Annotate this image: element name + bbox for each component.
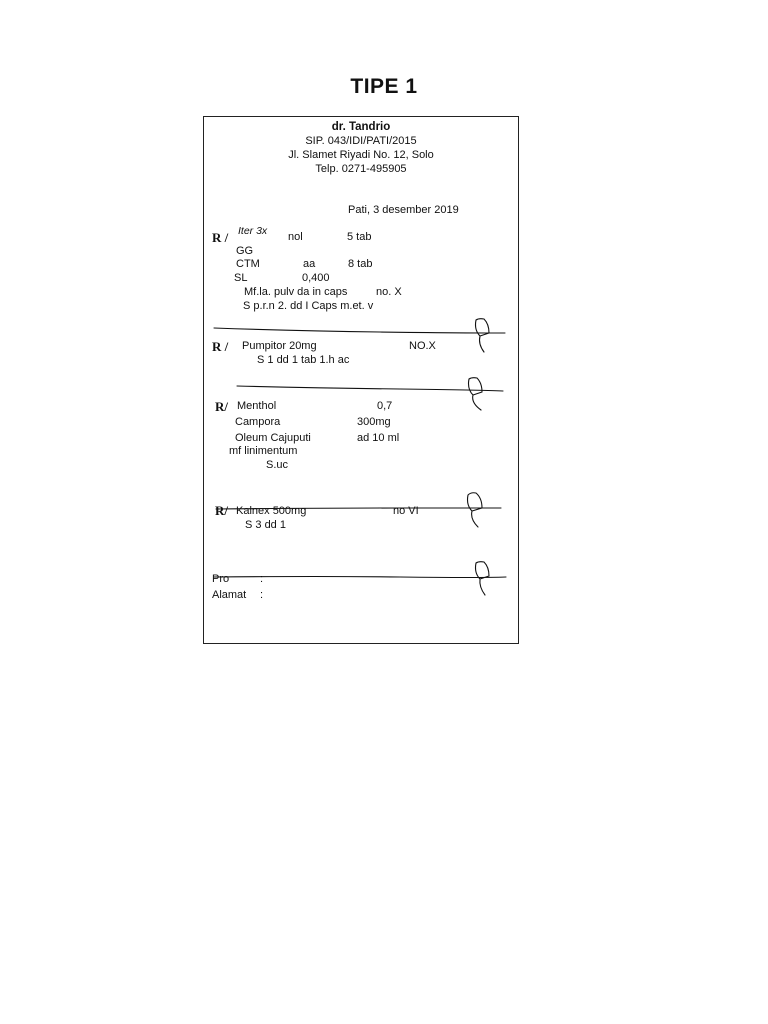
rx1-line5-instr: Mf.la. pulv da in caps bbox=[244, 286, 348, 298]
page-title: TIPE 1 bbox=[350, 75, 418, 98]
iter-note: Iter 3x bbox=[238, 225, 268, 237]
rx4-item: Kalnex 500mg bbox=[236, 505, 307, 517]
separator-line-2 bbox=[237, 386, 503, 391]
patient-pro-label: Pro bbox=[212, 573, 230, 585]
patient-address-colon: : bbox=[260, 589, 264, 601]
paraf-mark-3 bbox=[468, 493, 483, 527]
rx3-line1-qty: 0,7 bbox=[377, 400, 393, 412]
doctor-sip: SIP. 043/IDI/PATI/2015 bbox=[305, 135, 417, 147]
rx1-line2-item: GG bbox=[236, 245, 254, 257]
rx1-line1-qty: 5 tab bbox=[347, 231, 372, 243]
rx-symbol-1: R / bbox=[212, 230, 229, 245]
rx3-line1-item: Menthol bbox=[237, 400, 277, 412]
rx2-signa: S 1 dd 1 tab 1.h ac bbox=[257, 354, 350, 366]
rx1-line3-item: CTM bbox=[236, 258, 260, 270]
patient-address-label: Alamat bbox=[212, 589, 247, 601]
rx3-signa: S.uc bbox=[266, 459, 289, 471]
patient-pro-colon: : bbox=[260, 573, 264, 585]
rx3-line3-qty: ad 10 ml bbox=[357, 432, 400, 444]
rx1-line4-qty: 0,400 bbox=[302, 272, 330, 284]
rx-symbol-4: R/ bbox=[215, 503, 228, 518]
rx1-line5-qty: no. X bbox=[376, 286, 402, 298]
rx1-line1-item: nol bbox=[288, 231, 303, 243]
rx1-line4-item: SL bbox=[234, 272, 248, 284]
rx3-line3-item: Oleum Cajuputi bbox=[235, 432, 311, 444]
rx3-line4: mf linimentum bbox=[229, 445, 298, 457]
separator-line-3 bbox=[216, 508, 501, 509]
rx-symbol-2: R / bbox=[212, 339, 229, 354]
paraf-mark-2 bbox=[469, 378, 483, 410]
separator-line-1 bbox=[214, 328, 505, 333]
rx1-line3-aa: aa bbox=[303, 258, 316, 270]
rx1-signa: S p.r.n 2. dd I Caps m.et. v bbox=[243, 300, 374, 312]
rx3-line2-qty: 300mg bbox=[357, 416, 391, 428]
rx3-line2-item: Campora bbox=[235, 416, 281, 428]
rx2-item: Pumpitor 20mg bbox=[242, 340, 317, 352]
doctor-phone: Telp. 0271-495905 bbox=[315, 163, 407, 175]
doctor-name: dr. Tandrio bbox=[331, 121, 391, 133]
prescription-date: Pati, 3 desember 2019 bbox=[348, 204, 459, 216]
rx4-qty: no VI bbox=[393, 505, 419, 517]
separator-line-4 bbox=[214, 577, 506, 578]
paraf-mark-4 bbox=[476, 562, 490, 595]
rx1-line3-qty: 8 tab bbox=[348, 258, 373, 270]
paraf-mark-1 bbox=[476, 319, 490, 352]
rx-symbol-3: R/ bbox=[215, 399, 228, 414]
rx4-signa: S 3 dd 1 bbox=[245, 519, 286, 531]
doctor-address: Jl. Slamet Riyadi No. 12, Solo bbox=[288, 149, 434, 161]
rx2-qty: NO.X bbox=[409, 340, 436, 352]
